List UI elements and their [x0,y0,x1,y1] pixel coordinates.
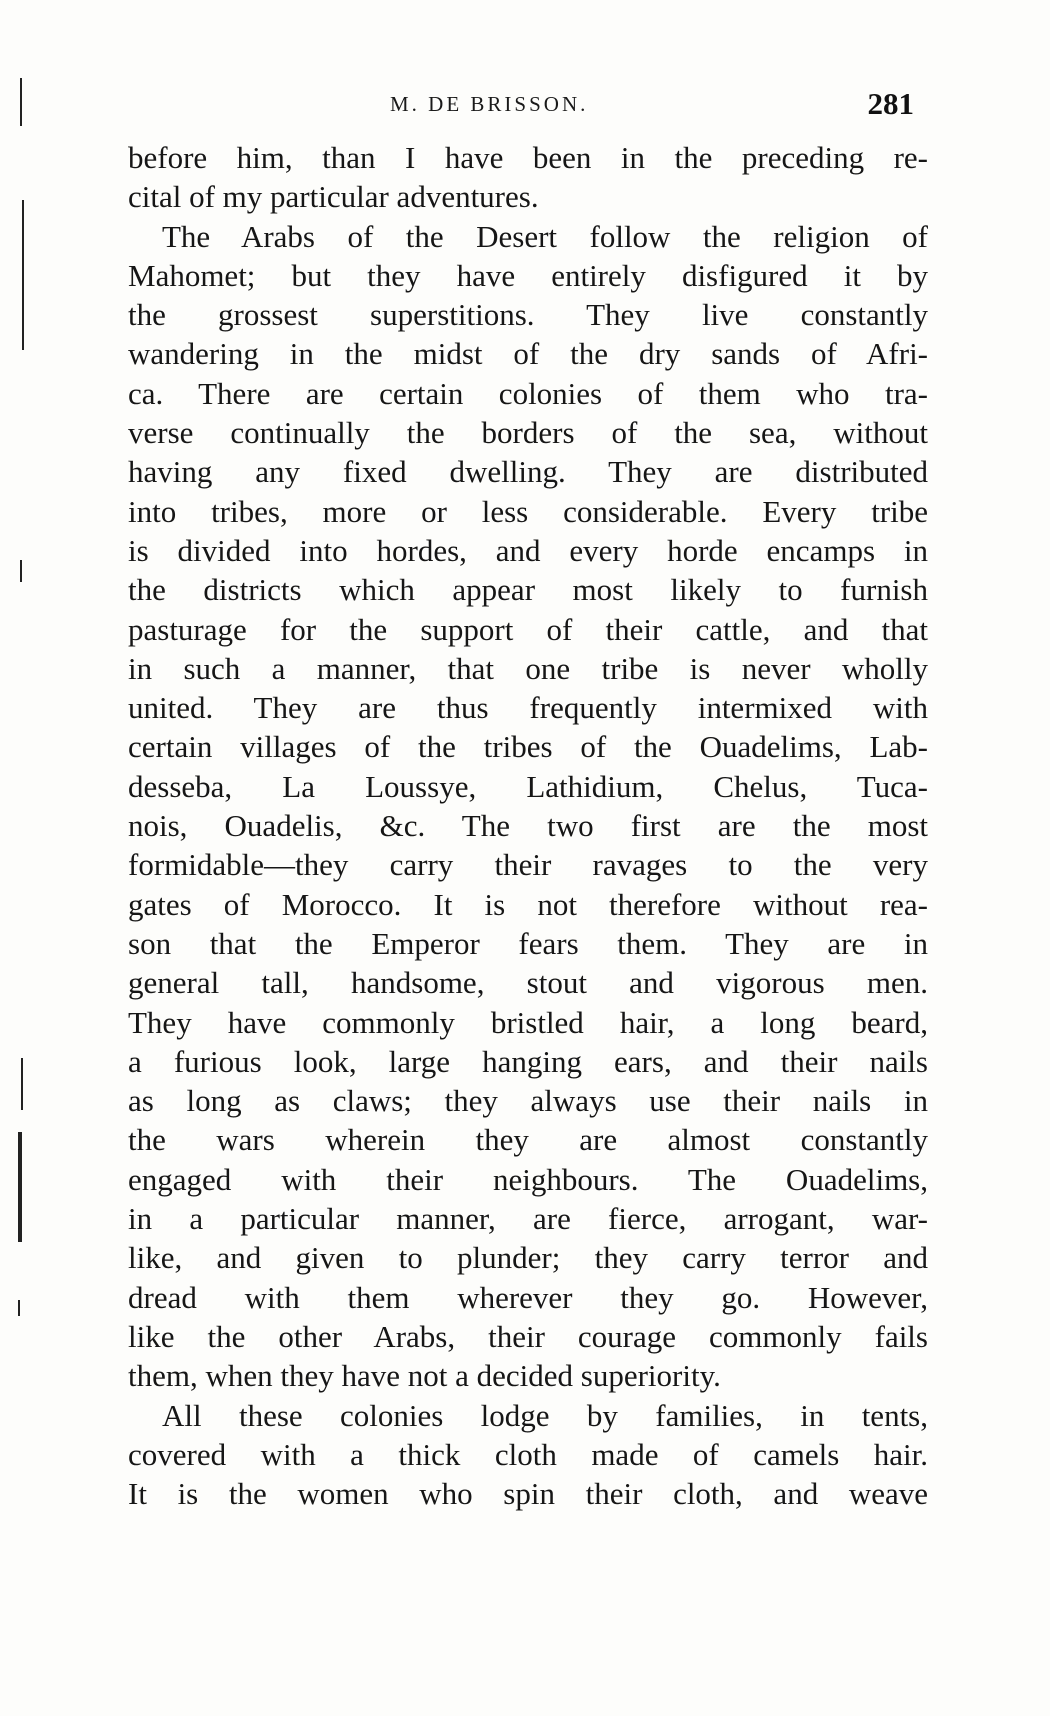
text-line: It is the women who spin their cloth, and weave [128,1476,928,1512]
scan-mark [21,1058,23,1110]
page-number: 281 [867,86,914,121]
text-line: general tall, handsome, stout and vigorous men. [128,965,928,1001]
text-line: like, and given to plunder; they carry terror and [128,1240,928,1276]
text-line: dread with them wherever they go. However, [128,1279,928,1315]
text-line: verse continually the borders of the sea, without [128,415,928,451]
text-line: in such a manner, that one tribe is never wholly [128,650,928,686]
text-line: the districts which appear most likely to furnish [128,572,928,608]
text-line: the wars wherein they are almost constantly [128,1122,928,1158]
text-line: wandering in the midst of the dry sands of Afri- [128,336,928,372]
text-line: a furious look, large hanging ears, and their nails [128,1043,928,1079]
text-line: gates of Morocco. It is not therefore without rea- [128,886,928,922]
scan-mark [22,200,24,350]
text-line: certain villages of the tribes of the Ouadelims, Lab- [128,729,928,765]
text-line: pasturage for the support of their cattle, and that [128,611,928,647]
text-line: cital of my particular adventures. [128,179,539,215]
text-line: engaged with their neighbours. The Ouadelims, [128,1161,928,1197]
text-line: covered with a thick cloth made of camels hair. [128,1436,928,1472]
margin-scan-marks [0,0,60,1716]
text-line: them, when they have not a decided superiority. [128,1358,721,1394]
text-line: having any fixed dwelling. They are distributed [128,454,928,490]
text-line: the grossest superstitions. They live constantly [128,297,928,333]
running-head: M. DE BRISSON. [390,92,589,116]
text-line: son that the Emperor fears them. They are in [128,925,928,961]
scan-mark [18,1300,20,1316]
text-line: formidable—they carry their ravages to the very [128,847,928,883]
text-line: before him, than I have been in the preceding re- [128,140,928,175]
text-line: The Arabs of the Desert follow the religion of [162,218,928,254]
text-line: nois, Ouadelis, &c. The two first are the most [128,808,928,844]
scan-mark [18,1132,22,1242]
text-line: united. They are thus frequently intermixed with [128,690,928,726]
text-line: into tribes, more or less considerable. Every tribe [128,493,928,529]
text-line: desseba, La Loussye, Lathidium, Chelus, Tuca- [128,768,928,804]
text-line: as long as claws; they always use their nails in [128,1083,928,1119]
scan-mark [20,78,22,126]
text-line: They have commonly bristled hair, a long beard, [128,1004,928,1040]
text-line: Mahomet; but they have entirely disfigured it by [128,257,928,293]
page-header [130,86,920,126]
text-line: is divided into hordes, and every horde encamps in [128,532,928,568]
text-line: ca. There are certain colonies of them who tra- [128,375,928,411]
text-line: All these colonies lodge by families, in tents, [162,1397,928,1433]
body-text [128,138,928,1513]
scan-mark [20,560,22,582]
text-line: like the other Arabs, their courage commonly fails [128,1318,928,1354]
text-line: in a particular manner, are fierce, arrogant, war- [128,1201,928,1237]
